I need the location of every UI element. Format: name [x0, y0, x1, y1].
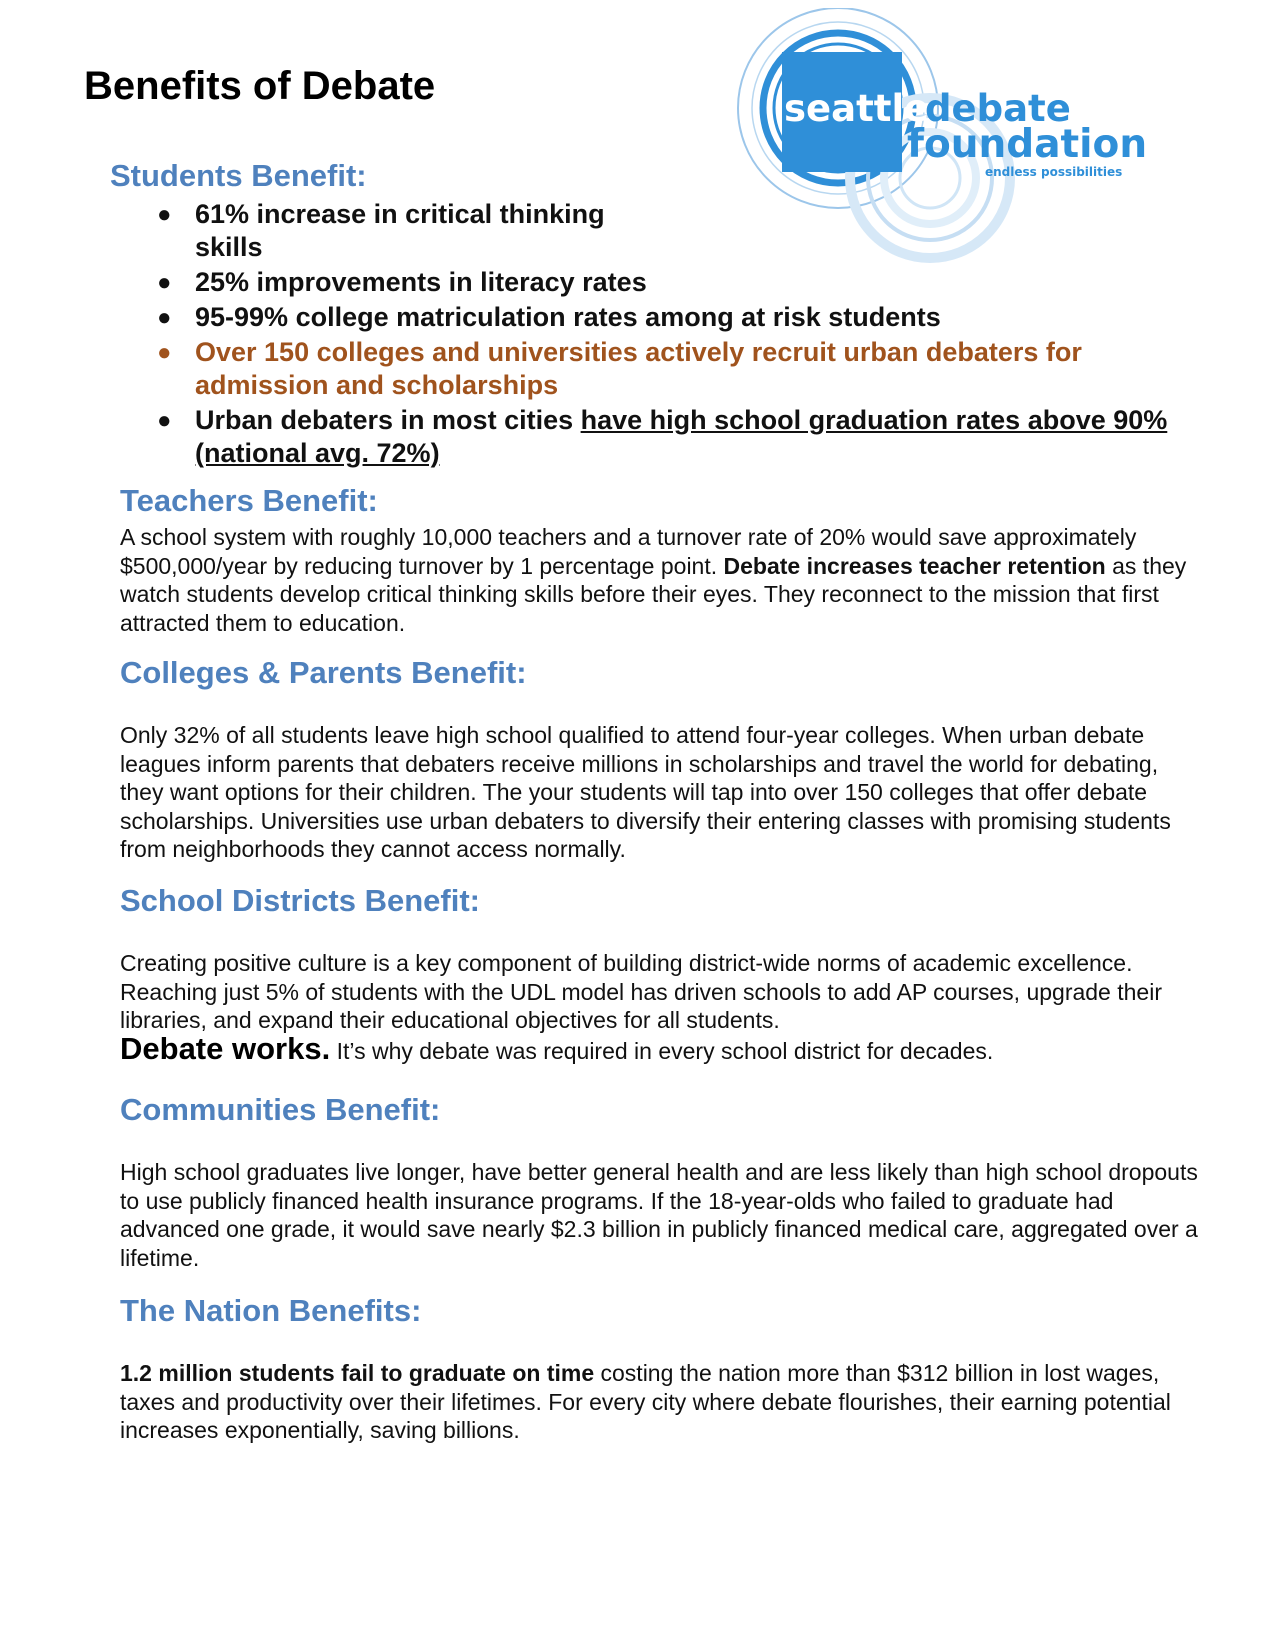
nation-benefit-heading: The Nation Benefits:: [120, 1293, 422, 1328]
list-item: [155, 266, 1195, 299]
bullet-icon: ●: [157, 201, 172, 228]
districts-closing-line: [120, 1030, 1200, 1066]
districts-closing-text: It’s why debate was required in every school district for decades.: [330, 1037, 994, 1064]
underlined-graduation-stat: have high school graduation rates above 90% (national avg. 72%): [195, 405, 1168, 468]
logo-tagline: endless possibilities: [985, 165, 1123, 179]
colleges-benefit-paragraph: Only 32% of all students leave high school qualified to attend four-year colleges. When urban debate leagues inform parents that debaters receive millions in scholarships and travel the world for debating, they want options for their children. The your students will tap into over 150 colleges that offer debate scholarships. Universities use urban debaters to diversify their entering classes with promising students from neighborhoods they cannot access normally.: [120, 722, 1171, 862]
list-item: [155, 198, 1195, 264]
nation-benefit-paragraph: [120, 1359, 1200, 1445]
teachers-benefit-section: [120, 483, 1200, 637]
teachers-benefit-heading: Teachers Benefit:: [120, 483, 378, 518]
communities-benefit-paragraph: High school graduates live longer, have better general health and are less likely than high school dropouts to use publicly financed health insurance programs. If the 18-year-olds who failed to graduate had advanced one grade, it would save nearly $2.3 billion in publicly financed medical care, aggregated over a lifetime.: [120, 1159, 1198, 1271]
bullet-icon: ●: [157, 304, 172, 331]
logo-word-debate: debate: [925, 87, 1071, 130]
list-item-text: Urban debaters in most cities: [195, 405, 581, 435]
communities-benefit-section: [120, 1092, 1200, 1272]
list-item-text: Over 150 colleges and universities actively recruit urban debaters for admission and scholarships: [195, 337, 1082, 400]
districts-benefit-heading: School Districts Benefit:: [120, 883, 480, 918]
nation-benefit-section: [120, 1293, 1200, 1445]
teachers-text-start: A school system with roughly 10,000 teachers and a turnover rate of 20% would save approximately $500,000/year by reducing turnover by 1 percentage point.: [120, 524, 1137, 579]
nation-text-end: costing the nation more than $312 billion in lost wages, taxes and productivity over their lifetimes. For every city where debate flourishes, their earning potential increases exponentially, saving billions.: [120, 1360, 1171, 1443]
list-item: [155, 301, 1195, 334]
bullet-icon: ●: [157, 407, 172, 434]
nation-text-bold: 1.2 million students fail to graduate on time: [120, 1360, 595, 1386]
list-item-text: 25% improvements in literacy rates: [195, 267, 647, 297]
districts-benefit-paragraph: Creating positive culture is a key component of building district-wide norms of academic excellence. Reaching just 5% of students with the UDL model has driven schools to add AP courses, upgrade their libraries, and expand their educational objectives for all students.: [120, 950, 1162, 1033]
debate-works-text: Debate works.: [120, 1030, 331, 1066]
teachers-benefit-paragraph: [120, 523, 1200, 637]
page-title: Benefits of Debate: [84, 64, 436, 108]
teachers-text-bold: Debate increases teacher retention: [723, 552, 1106, 579]
logo-word-seattle: seattle: [784, 87, 930, 130]
bullet-icon: ●: [157, 339, 172, 366]
students-benefit-heading: Students Benefit:: [110, 158, 367, 193]
bullet-icon: ●: [157, 269, 172, 296]
communities-benefit-heading: Communities Benefit:: [120, 1092, 441, 1127]
students-benefit-list: [155, 198, 1195, 472]
logo-word-foundation: foundation: [907, 122, 1148, 167]
colleges-benefit-heading: Colleges & Parents Benefit:: [120, 655, 527, 690]
districts-benefit-section: [120, 883, 1200, 1065]
colleges-benefit-section: [120, 655, 1200, 864]
teachers-text-end: as they watch students develop critical thinking skills before their eyes. They reconnect to the mission that first attracted them to education.: [120, 552, 1187, 636]
list-item: [155, 404, 1195, 470]
list-item-text: 95-99% college matriculation rates among at risk students: [195, 302, 941, 332]
list-item-text: 61% increase in critical thinking skills: [195, 199, 605, 262]
list-item-highlighted: [155, 336, 1195, 402]
